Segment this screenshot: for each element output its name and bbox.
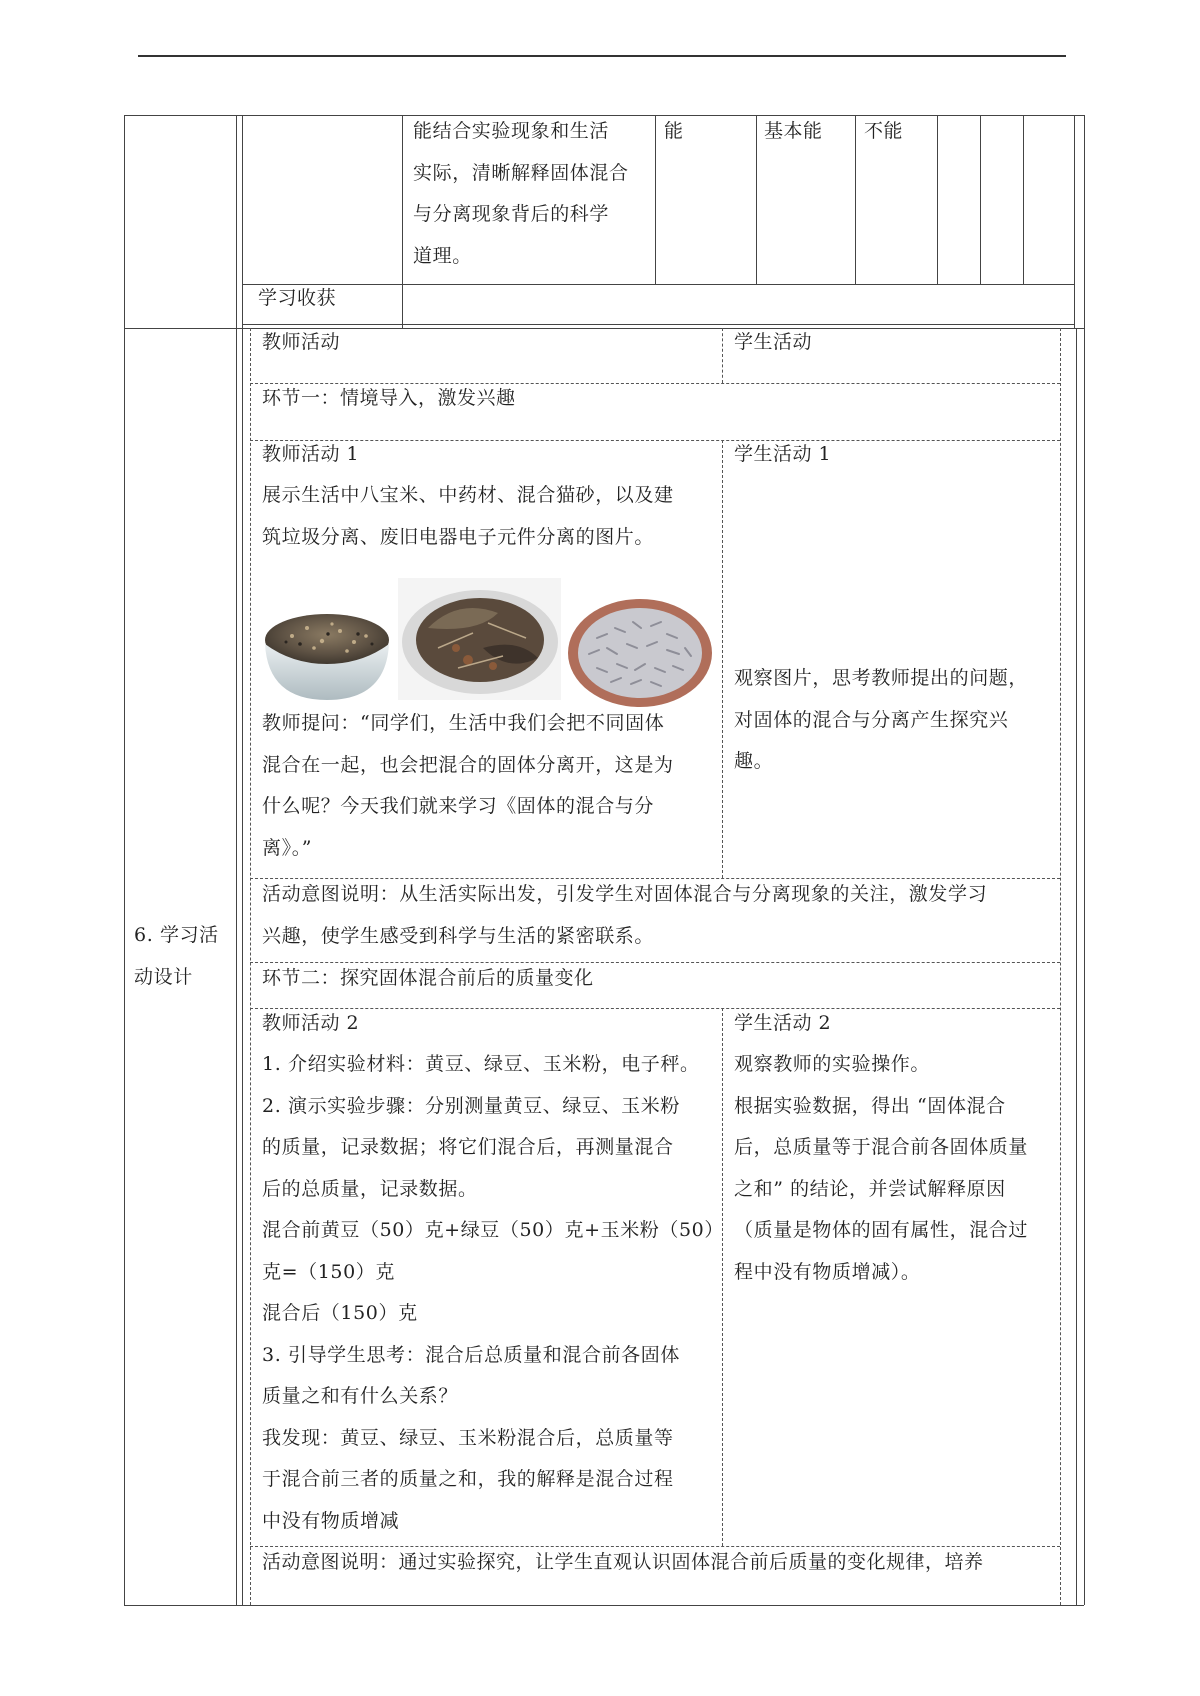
- text-line: 之和” 的结论，并尝试解释原因: [734, 1177, 1006, 1200]
- eval-criterion-text: [413, 111, 629, 277]
- text-line: 对固体的混合与分离产生探究兴: [734, 708, 1009, 731]
- student-activity-header: 学生活动: [734, 331, 813, 353]
- text-line: 程中没有物质增减）。: [734, 1260, 921, 1283]
- inner-left-border: [242, 115, 243, 1605]
- student-activity-1-title: 学生活动 1: [734, 443, 832, 465]
- teacher-activity-header: 教师活动: [262, 331, 341, 353]
- header-column-divider: [722, 328, 723, 383]
- eval-level-basic: 基本能: [764, 120, 823, 142]
- activity-right-dashed-border: [1060, 328, 1061, 1605]
- eval-col-criterion-border: [402, 115, 403, 328]
- text-line: 活动意图说明：从生活实际出发，引发学生对固体混合与分离现象的关注，激发学习: [262, 883, 988, 905]
- stage1-column-divider: [722, 440, 723, 878]
- text-line: 后的总质量，记录数据。: [262, 1177, 478, 1200]
- text-line: 克=（150）克: [262, 1260, 395, 1283]
- text-line: 后，总质量等于混合前各固体质量: [734, 1136, 1029, 1158]
- text-line: 观察图片，思考教师提出的问题，: [734, 667, 1029, 689]
- text-line: 兴趣，使学生感受到科学与生活的紧密联系。: [262, 924, 655, 947]
- text-line: 3. 引导学生思考：混合后总质量和混合前各固体: [262, 1343, 680, 1366]
- text-line: 什么呢？今天我们就来学习《固体的混合与分: [262, 795, 655, 817]
- eval-criterion-line: 与分离现象背后的科学: [413, 203, 610, 225]
- learning-gain-label: 学习收获: [258, 287, 337, 309]
- section-label-line: 6. 学习活: [134, 924, 219, 946]
- teacher-activity-1-title: 教师活动 1: [262, 443, 360, 465]
- stage1-title: 环节一：情境导入，激发兴趣: [262, 387, 516, 409]
- mixed-grain-bowl-photo: [262, 596, 392, 702]
- section-label: [134, 915, 219, 998]
- eval-criterion-line: 实际，清晰解释固体混合: [413, 161, 629, 184]
- eval-col-level3-border: [855, 115, 856, 284]
- text-line: 的质量，记录数据；将它们混合后，再测量混合: [262, 1136, 674, 1158]
- text-line: 观察教师的实验操作。: [734, 1053, 931, 1075]
- stage1-intent: [262, 874, 987, 957]
- student-activity-2-text: [734, 1044, 1028, 1293]
- eval-row-divider: [242, 284, 1074, 285]
- text-line: 展示生活中八宝米、中药材、混合猫砂，以及建: [262, 484, 674, 506]
- text-line: 混合在一起，也会把混合的固体分离开，这是为: [262, 753, 674, 776]
- text-line: 根据实验数据，得出 “固体混合: [734, 1094, 1006, 1117]
- eval-bottom-border: [242, 324, 1074, 325]
- text-line: 于混合前三者的质量之和，我的解释是混合过程: [262, 1468, 674, 1490]
- text-line: 混合后（150）克: [262, 1302, 418, 1324]
- table-right-border: [1084, 115, 1085, 1605]
- eval-col-d-border: [1074, 115, 1075, 328]
- cat-litter-plate-photo: [567, 598, 714, 708]
- section-label-line: 动设计: [134, 965, 193, 988]
- eval-level-able: 能: [664, 120, 684, 142]
- eval-level-unable: 不能: [864, 120, 904, 142]
- teacher-activity-1-intro: [262, 475, 674, 558]
- student-activity-1-text: [734, 658, 1028, 783]
- stage2-title: 环节二：探究固体混合前后的质量变化: [262, 967, 594, 989]
- student-activity-2-title: 学生活动 2: [734, 1012, 832, 1034]
- teacher-question: [262, 703, 674, 869]
- text-line: （质量是物体的固有属性，混合过: [734, 1219, 1029, 1241]
- text-line: 筑垃圾分离、废旧电器电子元件分离的图片。: [262, 525, 655, 548]
- teacher-activity-2-text: [262, 1044, 724, 1542]
- stage1-title-divider: [250, 440, 1060, 441]
- stage2-intent: 活动意图说明：通过实验探究，让学生直观认识固体混合前后质量的变化规律，培养: [262, 1551, 984, 1573]
- text-line: 趣。: [734, 750, 774, 772]
- text-line: 我发现：黄豆、绿豆、玉米粉混合后，总质量等: [262, 1426, 674, 1449]
- text-line: 教师提问：“同学们，生活中我们会把不同固体: [262, 712, 665, 734]
- eval-col-c-border: [1023, 115, 1024, 284]
- text-line: 离》。”: [262, 836, 313, 859]
- stage2-title-divider: [250, 1008, 1060, 1009]
- label-column-border: [236, 115, 237, 1605]
- eval-criterion-line: 能结合实验现象和生活: [413, 120, 610, 142]
- text-line: 2. 演示实验步骤：分别测量黄豆、绿豆、玉米粉: [262, 1094, 680, 1117]
- text-line: 混合前黄豆（50）克+绿豆（50）克+玉米粉（50）: [262, 1219, 724, 1241]
- eval-col-a-border: [937, 115, 938, 284]
- herbal-medicine-plate-photo: [398, 578, 561, 700]
- table-bottom-border: [124, 1605, 1084, 1606]
- inner-right-border: [1076, 328, 1077, 1605]
- text-line: 中没有物质增减: [262, 1509, 400, 1532]
- activity-left-dashed-border: [250, 328, 251, 1605]
- header-rule: [138, 55, 1066, 57]
- eval-col-level1-border: [655, 115, 656, 284]
- text-line: 质量之和有什么关系？: [262, 1385, 459, 1407]
- table-left-border: [124, 115, 125, 1605]
- eval-criterion-line: 道理。: [413, 244, 472, 267]
- text-line: 1. 介绍实验材料：黄豆、绿豆、玉米粉，电子秤。: [262, 1053, 700, 1075]
- eval-col-level2-border: [756, 115, 757, 284]
- teacher-activity-2-title: 教师活动 2: [262, 1012, 360, 1034]
- eval-col-b-border: [980, 115, 981, 284]
